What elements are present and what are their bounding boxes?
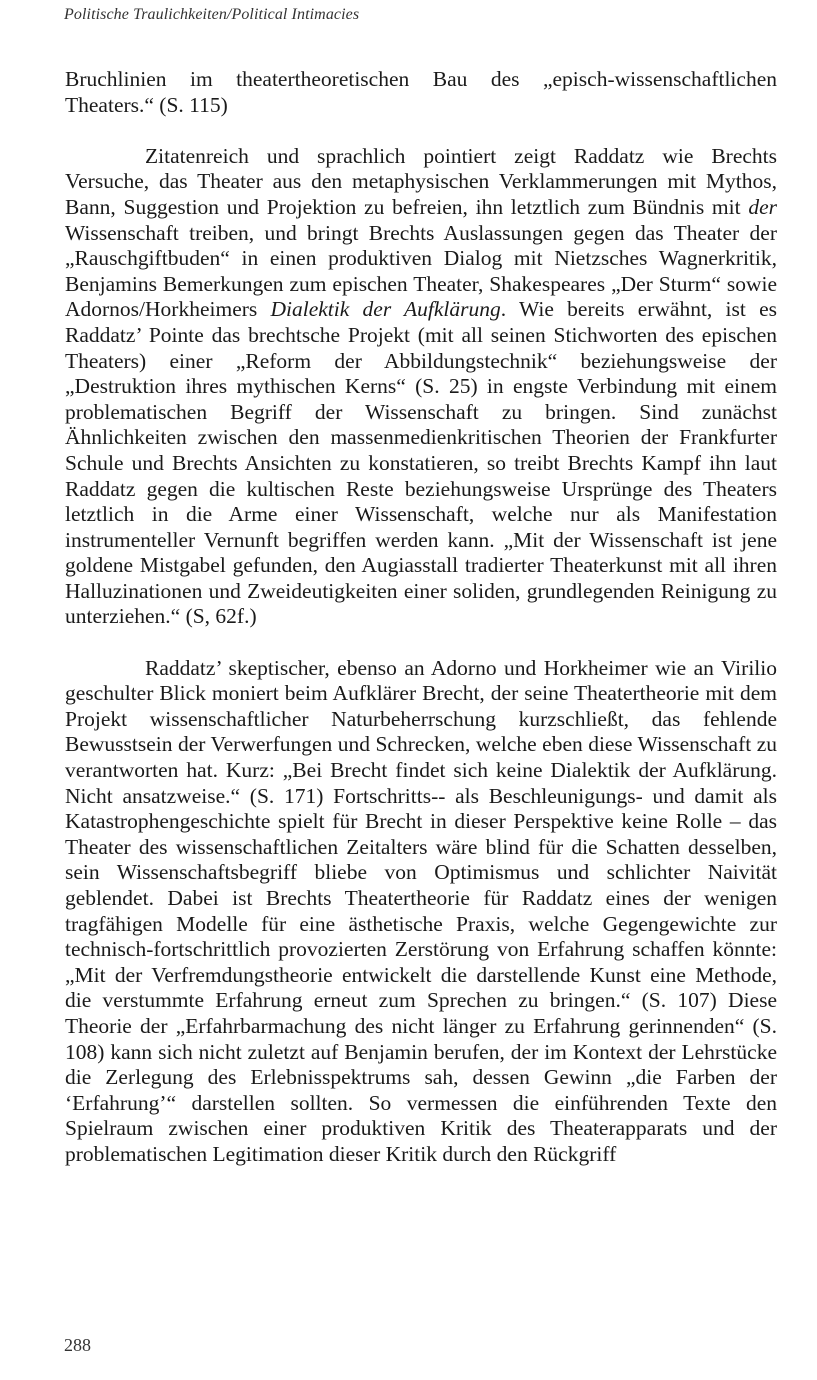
book-title-dialektik: Dialektik der Aufklärung: [270, 297, 501, 322]
page-number: 288: [64, 1335, 91, 1355]
paragraph-raddatz-brecht-science: [65, 144, 777, 630]
emphasis-der: der: [748, 194, 777, 219]
paragraph-text-segment: Zitatenreich und sprachlich pointiert zeigt Raddatz wie Brechts Versuche, das Theater aus den metaphysischen Verklammerungen mit Mythos, Bann, Suggestion und Projektion zu befreien, ihn letztlich zum Bündnis mit: [65, 143, 777, 219]
paragraph-text-segment: . Wie bereits erwähnt, ist es Raddatz’ Pointe das brechtsche Projekt (mit all seinen Stichworten des epischen Theaters) einer „Reform der Abbildungstechnik“ beziehungsweise der „Destruktion ihres mythischen Kerns“ (S. 25) in engste Verbindung mit einem problematischen Begriff der Wissenschaft zu bringen. Sind zunächst Ähnlichkeiten zwischen den massenmedienkritischen Theorien der Frankfurter Schule und Brechts Ansichten zu konstatieren, so treibt Brechts Kampf ihn laut Raddatz gegen die kultischen Reste beziehungsweise Ursprünge des Theaters letztlich in die Arme einer Wissenschaft, welche nur als Manifestation instrumenteller Vernunft begriffen werden kann. „Mit der Wissenschaft ist jene goldene Mistgabel gefunden, den Augiasstall tradierter Theaterkunst mit all ihren Halluzinationen und Zweideutigkeiten einer soliden, grundlegenden Reinigung zu unterziehen.“ (S, 62f.): [65, 297, 777, 629]
paragraph-raddatz-skeptical-view: Raddatz’ skeptischer, ebenso an Adorno und Horkheimer wie an Virilio geschulter Blick moniert beim Aufklärer Brecht, der seine Theatertheorie mit dem Projekt wissenschaftlicher Naturbeherrschung kurzschließt, das fehlende Bewusstsein der Verwerfungen und Schrecken, welche eben diese Wissenschaft zu verantworten hat. Kurz: „Bei Brecht findet sich keine Dialektik der Aufklärung. Nicht ansatzweise.“ (S. 171) Fortschritts-- als Beschleunigungs- und damit als Katastrophengeschichte spielt für Brecht in dieser Perspektive keine Rolle – das Theater des wissenschaftlichen Zeitalters wäre blind für die Schatten desselben, sein Wissenschaftsbegriff bliebe von Optimismus und schlichter Naivität geblendet. Dabei ist Brechts Theatertheorie für Raddatz eines der wenigen tragfähigen Modelle für eine ästhetische Praxis, welche Gegengewichte zur technisch-fortschrittlich provozierten Zerstörung von Erfahrung schaffen könnte: „Mit der Verfremdungstheorie entwickelt die darstellende Kunst eine Methode, die verstummte Erfahrung erneut zum Sprechen zu bringen.“ (S. 107) Diese Theorie der „Erfahrbarmachung des nicht länger zu Erfahrung gerinnenden“ (S. 108) kann sich nicht zuletzt auf Benjamin berufen, der im Kontext der Lehrstücke die Zerlegung des Erlebnisspektrums sah, dessen Gewinn „die Farben der ‘Erfahrung’“ darstellen sollten. So vermessen die einführenden Texte den Spielraum zwischen einer produktiven Kritik des Theaterapparats und der problematischen Legitimation dieser Kritik durch den Rückgriff: [65, 655, 777, 1166]
running-header: Politische Traulichkeiten/Political Intimacies: [64, 6, 360, 23]
paragraph-text-segment: Wissenschaft treiben, und bringt Brechts Auslassungen gegen das Theater der „Rauschgiftbuden“ in einen produktiven Dialog mit Nietzsches Wagnerkritik, Benjamins Bemerkungen zum epischen Theater, Shakespeares „Der Sturm“ sowie Adornos/Horkheimers: [65, 220, 777, 322]
paragraph-continuation: Bruchlinien im theatertheoretischen Bau des „episch-wissenschaftlichen Theaters.“ (S. 115): [65, 67, 777, 117]
body-text: [65, 67, 777, 1168]
